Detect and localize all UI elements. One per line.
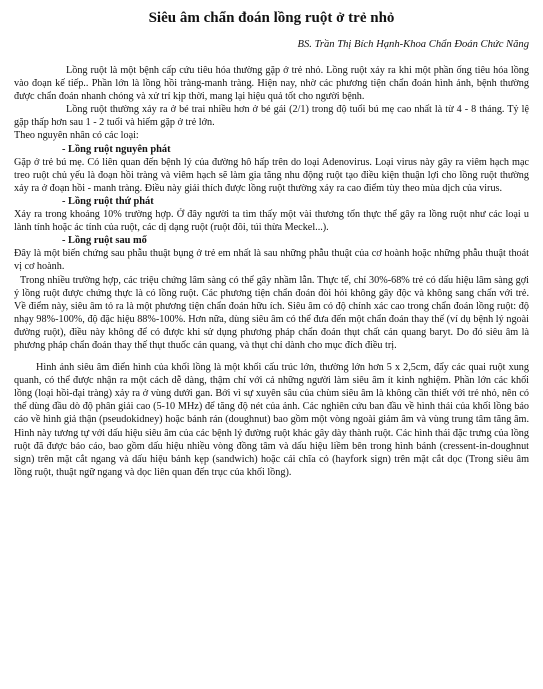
document-title: Siêu âm chẩn đoán lồng ruột ở trẻ nhỏ bbox=[148, 10, 395, 26]
secondary-heading: - Lồng ruột thứ phát bbox=[62, 195, 154, 207]
author-line: BS. Trần Thị Bích Hạnh-Khoa Chẩn Đoán Chức Năng bbox=[297, 39, 529, 50]
postop-paragraph: Đây là một biến chứng sau phẫu thuật bụng ở trẻ em nhất là sau những phẫu thuật của cơ hoành hoặc những phẫu thuật thoát vị cơ hoành. bbox=[14, 248, 529, 273]
secondary-paragraph: Xảy ra trong khoảng 10% trường hợp. Ở đây người ta tìm thấy một vài thương tổn thực thể gây ra lồng ruột như các loại u lành tính hoặc ác tính của ruột, các dị dạng ruột (ruột đôi, túi thừa Meckel...). bbox=[14, 209, 529, 234]
intro-paragraph: Lồng ruột là một bệnh cấp cứu tiêu hóa thường gặp ở trẻ nhỏ. Lồng ruột xảy ra khi một phần ống tiêu hóa lồng vào đoạn kế tiếp.. Phần lớn là lồng hồi tràng-manh tràng. Hiện nay, nhờ các phương tiện chẩn đoán hình ảnh, bệnh thường được chẩn đoán nhanh chóng và xử trí kịp thời, mang lại hiệu quả tốt cho người bệnh. bbox=[14, 65, 529, 103]
causes-intro: Theo nguyên nhân có các loại: bbox=[14, 130, 139, 142]
epidemiology-paragraph: Lồng ruột thường xảy ra ở bé trai nhiều hơn ở bé gái (2/1) trong độ tuổi bú mẹ cao nhất là từ 4 - 8 tháng. Tỷ lệ gặp thấp hơn sau 1 - 2 tuổi và hiếm gặp ở trẻ lớn. bbox=[14, 104, 529, 129]
primary-paragraph: Gặp ở trẻ bú mẹ. Có liên quan đến bệnh lý của đường hô hấp trên do loại Adenovirus. Loại virus này gây ra viêm hạch mạc treo ruột chủ yếu là đoạn hồi tràng và viêm hạch sẽ làm gia tăng nhu động ruột tạo điều kiện thuận lợi cho lồng ruột thường xảy ra ở đoạn hồi - manh tràng. Điều này giải thích được lồng ruột thường xảy ra cao điểm tùy theo mùa dịch của virus. bbox=[14, 156, 529, 194]
paragraph-gap bbox=[14, 352, 529, 361]
diagnosis-paragraph: Trong nhiều trường hợp, các triệu chứng lâm sàng có thể gây nhầm lẫn. Thực tế, chỉ 30%-68% trẻ có dấu hiệu lâm sàng gợi ý lồng ruột được chứng thực là có lồng ruột. Các phương tiện chẩn đoán đòi hỏi không gây độc và không sang chấn với trẻ. Về điểm này, siêu âm tỏ ra là một phương tiện chẩn đoán hữu ích. Siêu âm có độ chính xác cao trong chẩn đoán lồng ruột: độ nhạy 98%-100%, độ đặc hiệu 88%-100%. Hơn nữa, dùng siêu âm có thể đưa đến một chẩn đoán thay thế (ví dụ bệnh lý ngoài đường ruột), điều này không để có được khi sử dụng phương pháp chẩn đoán thụt chất cản quang baryt. Do đó siêu âm là phương pháp chẩn đoán thay thế thụt thuốc cản quang, và thụt chỉ dành cho mục đích điều trị. bbox=[14, 274, 529, 351]
primary-heading: - Lồng ruột nguyên phát bbox=[62, 143, 171, 155]
imaging-paragraph: Hình ảnh siêu âm điển hình của khối lồng là một khối cấu trúc lớn, thường lớn hơn 5 x 2,5cm, đẩy các quai ruột xung quanh, có thể được nhận ra một cách dễ dàng, thậm chí với cả những người làm siêu âm ít kinh nghiệm. Phần lớn các khối lồng (loại hồi-đại tràng) xảy ra ở vùng dưới gan. Bởi vì sự xuyên sâu của chùm siêu âm là không cần thiết với trẻ nhỏ, nên có thể dùng đầu dò độ phân giải cao (5-10 MHz) để tăng độ nét của ảnh. Các nghiên cứu ban đầu về hình thái của khối lồng báo cáo về hình giả thận (pseudokidney) hoặc bánh rán (doughnut) bao gồm một vòng ngoài giảm âm và vùng trung tâm tăng âm. Hình này tương tự với dấu hiệu siêu âm của các bệnh lý đường ruột khác gây dày thành ruột. Các hình thái đặc trưng của lồng ruột đã được báo cáo, bao gồm dấu hiệu nhiều vòng đồng tâm và dấu hiệu liềm bên trong hình bánh (cressent-in-doughnut sign) trên mặt cắt ngang và dấu hiệu bánh kẹp (sandwich) hoặc cái chĩa cỏ (hayfork sign) trên mặt cắt dọc (Trong siêu âm lồng ruột, thuật ngữ ngang và dọc liên quan đến trục của khối lồng). bbox=[14, 362, 529, 478]
postop-heading: - Lồng ruột sau mổ bbox=[62, 235, 147, 247]
